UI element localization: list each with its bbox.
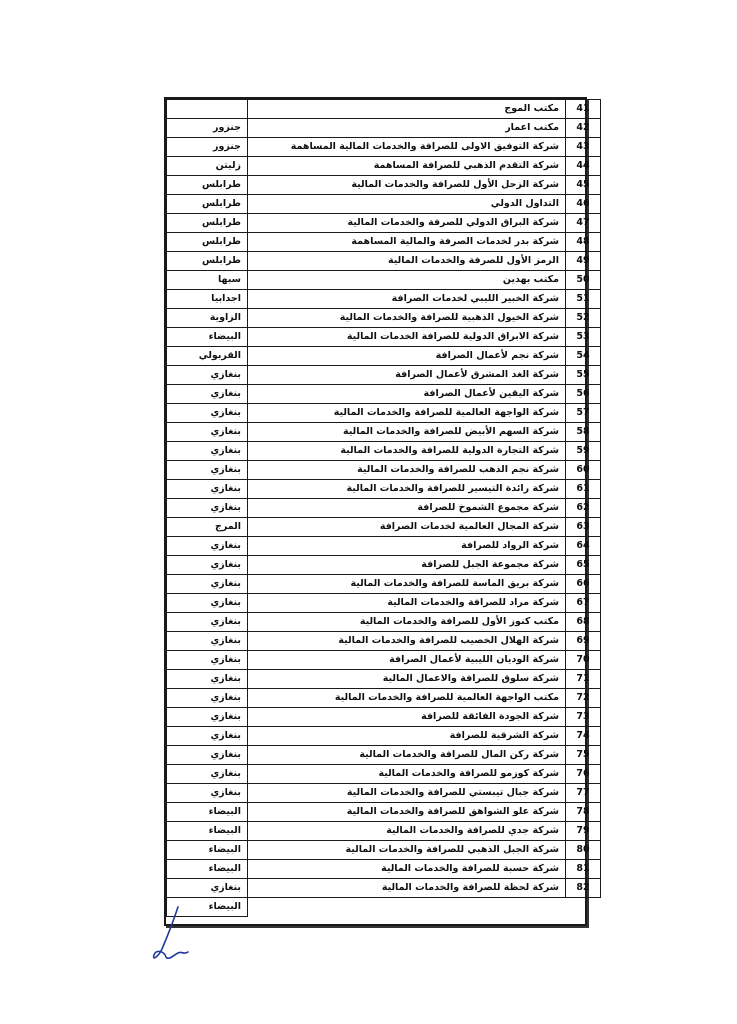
table-row (167, 860, 601, 879)
company-name: شركة الجبل الذهبي للصرافة والخدمات المالية (248, 841, 566, 860)
row-number: 50 (566, 271, 601, 290)
row-number: 58 (566, 423, 601, 442)
table-row (167, 613, 601, 632)
row-number: 56 (566, 385, 601, 404)
city-cell: طرابلس (167, 214, 248, 233)
city-cell: زليتن (167, 157, 248, 176)
company-name: شركة رائدة التيسير للصرافة والخدمات المالية (248, 480, 566, 499)
company-name: مكتب الواجهة العالمية للصرافة والخدمات المالية (248, 689, 566, 708)
company-name: شركة المجال العالمية لخدمات الصرافة (248, 518, 566, 537)
row-number: 80 (566, 841, 601, 860)
city-cell: بنغازي (167, 765, 248, 784)
table-row (167, 708, 601, 727)
company-name: مكتب الموج (248, 100, 566, 119)
table-row (167, 670, 601, 689)
city-cell: بنغازي (167, 632, 248, 651)
row-number: 79 (566, 822, 601, 841)
row-number: 75 (566, 746, 601, 765)
table-row-trailing (167, 898, 601, 917)
table-row (167, 442, 601, 461)
city-cell: بنغازي (167, 499, 248, 518)
table-row (167, 746, 601, 765)
table-row (167, 765, 601, 784)
company-name: شركة الشرقية للصرافة (248, 727, 566, 746)
city-cell: بنغازي (167, 480, 248, 499)
table-row (167, 100, 601, 119)
company-name: شركة الابراق الدولية للصرافة الخدمات المالية (248, 328, 566, 347)
city-cell: طرابلس (167, 195, 248, 214)
city-cell: بنغازي (167, 746, 248, 765)
row-number: 48 (566, 233, 601, 252)
city-cell: بنغازي (167, 670, 248, 689)
row-number: 59 (566, 442, 601, 461)
table-row (167, 290, 601, 309)
table-row (167, 518, 601, 537)
table-row (167, 803, 601, 822)
table-row (167, 537, 601, 556)
city-cell: القربولي (167, 347, 248, 366)
row-number: 61 (566, 480, 601, 499)
city-cell: بنغازي (167, 708, 248, 727)
company-name: شركة حسبة للصرافة والخدمات المالية (248, 860, 566, 879)
city-cell: بنغازي (167, 689, 248, 708)
company-name: شركة ركن المال للصرافة والخدمات المالية (248, 746, 566, 765)
row-number: 47 (566, 214, 601, 233)
company-name: شركة البراق الدولي للصرفة والخدمات المالية (248, 214, 566, 233)
company-name: شركة الرواد للصرافة (248, 537, 566, 556)
city-cell: البيضاء (167, 803, 248, 822)
row-number: 55 (566, 366, 601, 385)
row-number: 71 (566, 670, 601, 689)
company-name: شركة التوفيق الاولى للصرافة والخدمات المالية المساهمة (248, 138, 566, 157)
handwritten-signature (148, 905, 192, 965)
table-row (167, 784, 601, 803)
company-name: شركة جبال تيبستي للصرافة والخدمات المالية (248, 784, 566, 803)
table-row (167, 499, 601, 518)
row-number: 49 (566, 252, 601, 271)
table-row (167, 233, 601, 252)
company-name: شركة جدي للصرافة والخدمات المالية (248, 822, 566, 841)
city-cell: البيضاء (167, 822, 248, 841)
company-name: مكتب بهدين (248, 271, 566, 290)
row-number: 74 (566, 727, 601, 746)
city-cell: طرابلس (167, 252, 248, 271)
city-cell: بنغازي (167, 727, 248, 746)
city-cell: بنغازي (167, 575, 248, 594)
city-cell: البيضاء (167, 860, 248, 879)
city-cell: بنغازي (167, 537, 248, 556)
row-number: 65 (566, 556, 601, 575)
table-row (167, 119, 601, 138)
city-cell: سبها (167, 271, 248, 290)
table-row (167, 556, 601, 575)
row-number: 53 (566, 328, 601, 347)
company-name: شركة كوزمو للصرافة والخدمات المالية (248, 765, 566, 784)
table-row (167, 879, 601, 898)
city-cell: بنغازي (167, 461, 248, 480)
row-number: 51 (566, 290, 601, 309)
row-number: 42 (566, 119, 601, 138)
table-row (167, 689, 601, 708)
row-number: 70 (566, 651, 601, 670)
company-name: شركة مراد للصرافة والخدمات المالية (248, 594, 566, 613)
row-number: 66 (566, 575, 601, 594)
table-row (167, 461, 601, 480)
row-number: 63 (566, 518, 601, 537)
company-name: شركة الهلال الخصيب للصرافة والخدمات المالية (248, 632, 566, 651)
table-row (167, 385, 601, 404)
company-name: شركة الغد المشرق لأعمال الصرافة (248, 366, 566, 385)
city-cell: بنغازي (167, 651, 248, 670)
company-name: التداول الدولي (248, 195, 566, 214)
row-number: 46 (566, 195, 601, 214)
company-name: شركة مجموعة الجبل للصرافة (248, 556, 566, 575)
city-cell: بنغازي (167, 556, 248, 575)
row-number: 67 (566, 594, 601, 613)
city-cell: جنزور (167, 138, 248, 157)
table-row (167, 366, 601, 385)
city-cell: بنغازي (167, 442, 248, 461)
table-row (167, 157, 601, 176)
row-number: 76 (566, 765, 601, 784)
row-number: 82 (566, 879, 601, 898)
table-row (167, 271, 601, 290)
row-number: 78 (566, 803, 601, 822)
company-name: شركة بريق الماسة للصرافة والخدمات المالية (248, 575, 566, 594)
city-cell: بنغازي (167, 366, 248, 385)
city-cell: بنغازي (167, 784, 248, 803)
company-name: شركة علو الشواهق للصرافة والخدمات المالية (248, 803, 566, 822)
city-cell: بنغازي (167, 613, 248, 632)
row-number: 77 (566, 784, 601, 803)
company-name: شركة نجم لأعمال الصرافة (248, 347, 566, 366)
row-number: 69 (566, 632, 601, 651)
table-row (167, 575, 601, 594)
city-cell: جنزور (167, 119, 248, 138)
city-cell: البيضاء (167, 841, 248, 860)
table-row (167, 176, 601, 195)
city-cell: بنغازي (167, 594, 248, 613)
row-number: 73 (566, 708, 601, 727)
row-number: 54 (566, 347, 601, 366)
city-cell: بنغازي (167, 879, 248, 898)
city-cell: بنغازي (167, 404, 248, 423)
city-cell (167, 100, 248, 119)
table-row (167, 727, 601, 746)
company-name: شركة سلوق للصرافة والاعمال المالية (248, 670, 566, 689)
city-cell: الزاوية (167, 309, 248, 328)
table-row (167, 328, 601, 347)
company-name: شركة الزحل الأول للصرافة والخدمات المالية (248, 176, 566, 195)
company-name: شركة الجودة الفائقة للصرافة (248, 708, 566, 727)
row-number: 44 (566, 157, 601, 176)
row-number: 64 (566, 537, 601, 556)
table-row (167, 309, 601, 328)
empty-cell (248, 898, 566, 917)
table-row (167, 423, 601, 442)
city-cell: المرج (167, 518, 248, 537)
company-name: شركة الوديان الليبية لأعمال الصرافة (248, 651, 566, 670)
row-number: 52 (566, 309, 601, 328)
table-row (167, 822, 601, 841)
company-name: الرمز الأول للصرفة والخدمات المالية (248, 252, 566, 271)
row-number: 41 (566, 100, 601, 119)
row-number: 43 (566, 138, 601, 157)
company-name: شركة التجارة الدولية للصرافة والخدمات المالية (248, 442, 566, 461)
company-name: شركة السهم الأبيض للصرافة والخدمات المالية (248, 423, 566, 442)
company-name: شركة اليقين لأعمال الصرافة (248, 385, 566, 404)
row-number: 60 (566, 461, 601, 480)
company-name: شركة الخبير الليبي لخدمات الصرافة (248, 290, 566, 309)
city-cell: بنغازي (167, 423, 248, 442)
exchange-companies-table (166, 99, 601, 917)
company-name: مكتب اعمار (248, 119, 566, 138)
company-name: شركة التقدم الذهبي للصرافة المساهمة (248, 157, 566, 176)
city-cell: البيضاء (167, 328, 248, 347)
company-name: شركة الخيول الذهبية للصرافة والخدمات المالية (248, 309, 566, 328)
company-name: شركة مجموع الشموخ للصرافة (248, 499, 566, 518)
row-number: 81 (566, 860, 601, 879)
company-name: شركة بدر لخدمات الصرفة والمالية المساهمة (248, 233, 566, 252)
city-cell: طرابلس (167, 233, 248, 252)
table-row (167, 252, 601, 271)
table-row (167, 480, 601, 499)
company-name: شركة نجم الذهب للصرافة والخدمات المالية (248, 461, 566, 480)
table-row (167, 594, 601, 613)
table-row (167, 195, 601, 214)
table-row (167, 404, 601, 423)
row-number: 45 (566, 176, 601, 195)
company-name: شركة لحظة للصرافة والخدمات المالية (248, 879, 566, 898)
company-name: شركة الواجهة العالمية للصرافة والخدمات المالية (248, 404, 566, 423)
row-number: 57 (566, 404, 601, 423)
table-row (167, 841, 601, 860)
row-number: 62 (566, 499, 601, 518)
row-number: 68 (566, 613, 601, 632)
city-cell: بنغازي (167, 385, 248, 404)
table-row (167, 214, 601, 233)
city-cell: اجدابيا (167, 290, 248, 309)
city-cell: البيضاء (167, 898, 248, 917)
row-number: 72 (566, 689, 601, 708)
company-name: مكتب كنوز الأول للصرافة والخدمات المالية (248, 613, 566, 632)
empty-cell (566, 898, 601, 917)
table-row (167, 347, 601, 366)
table-row (167, 632, 601, 651)
table-row (167, 138, 601, 157)
table-row (167, 651, 601, 670)
city-cell: طرابلس (167, 176, 248, 195)
